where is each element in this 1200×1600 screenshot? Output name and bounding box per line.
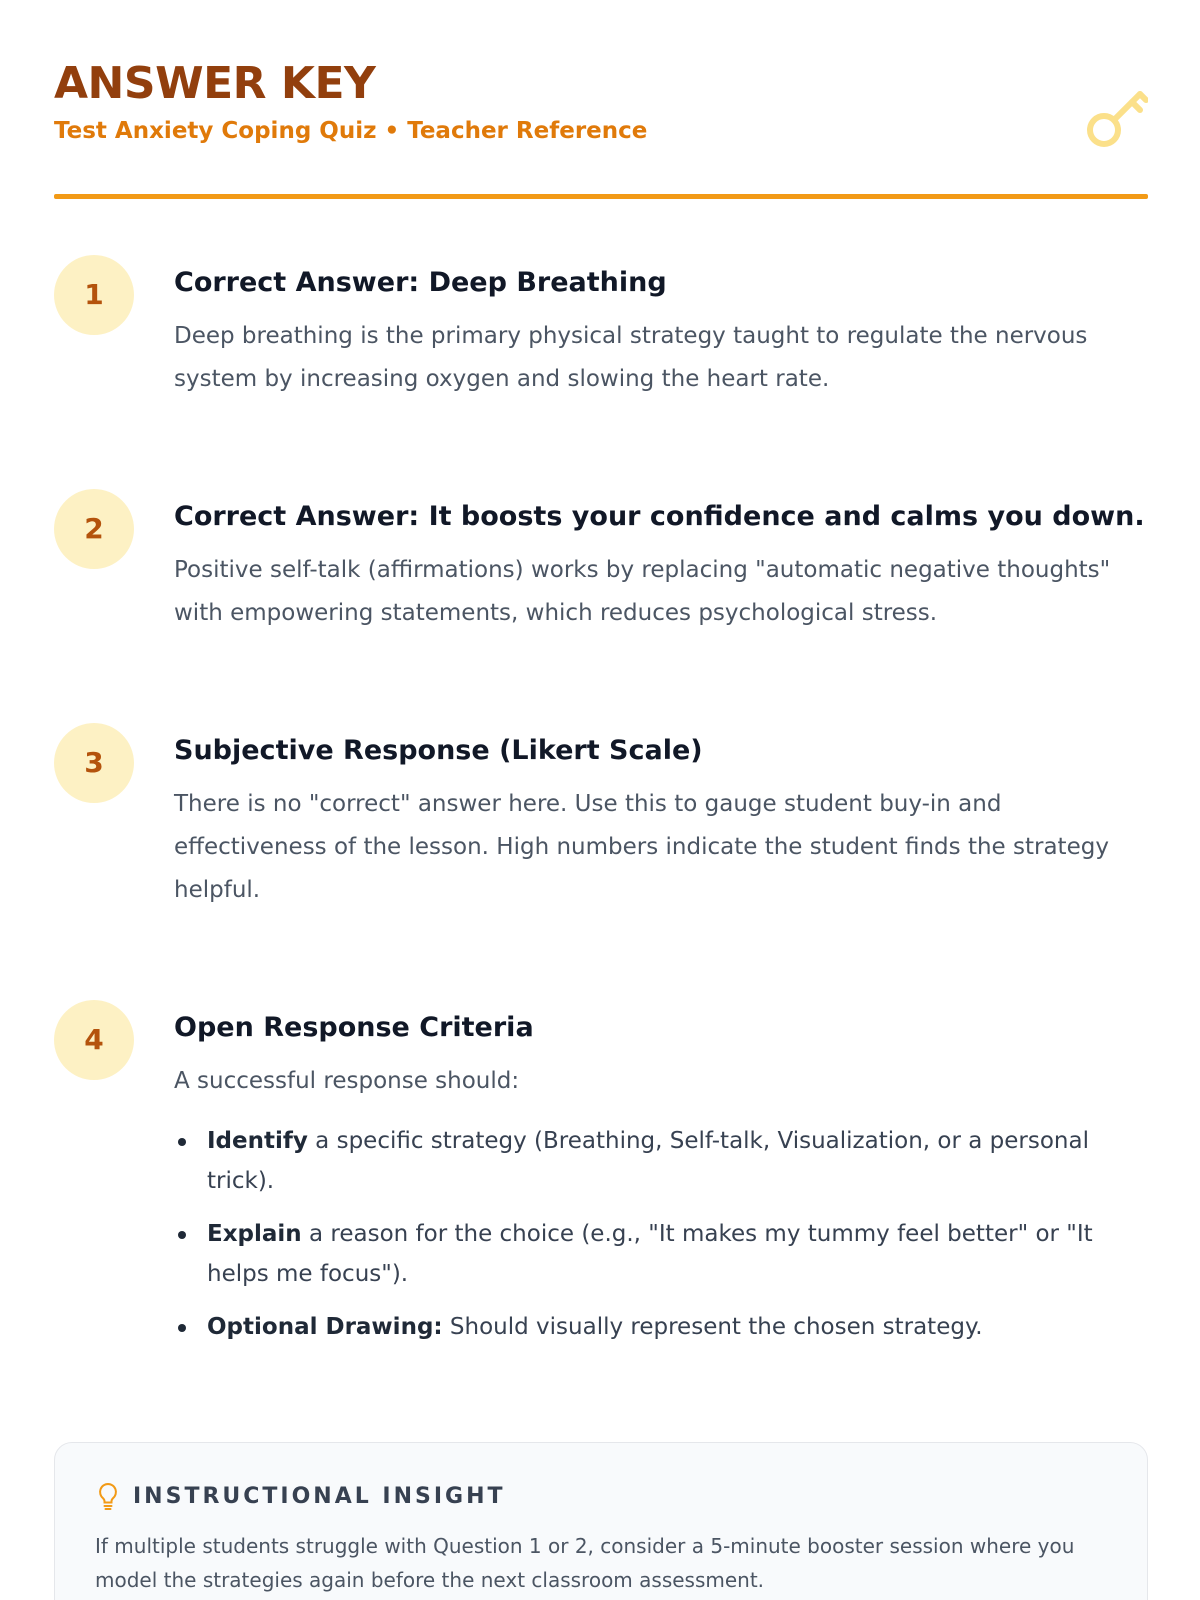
- list-item: [174, 1121, 1148, 1201]
- criteria-list: [174, 1121, 1148, 1347]
- answer-content: [174, 489, 1148, 635]
- question-number-badge: 3: [54, 723, 134, 803]
- criteria-text: a specific strategy (Breathing, Self-talk, Visualization, or a personal trick).: [207, 1128, 1089, 1194]
- key-icon: [1084, 86, 1148, 150]
- answer-heading: Correct Answer: It boosts your confidence and calms you down.: [174, 501, 1145, 532]
- page-title: ANSWER KEY: [54, 58, 376, 109]
- criteria-keyword: Optional Drawing:: [207, 1314, 443, 1340]
- insight-header: [95, 1481, 506, 1511]
- list-item: [174, 1307, 1148, 1347]
- criteria-text: Should visually represent the chosen strategy.: [442, 1314, 983, 1340]
- answer-explanation: There is no "correct" answer here. Use this to gauge student buy-in and effectiveness of the lesson. High numbers indicate the student finds the strategy helpful.: [174, 791, 1109, 903]
- answer-heading: Subjective Response (Likert Scale): [174, 735, 703, 766]
- instructional-insight-box: [54, 1442, 1148, 1600]
- list-item: [174, 1214, 1148, 1294]
- answer-heading: Correct Answer: Deep Breathing: [174, 267, 667, 298]
- lightbulb-icon: [95, 1481, 121, 1511]
- criteria-text: a reason for the choice (e.g., "It makes my tummy feel better" or "It helps me focus").: [207, 1221, 1093, 1287]
- answer-content: [174, 1000, 1148, 1360]
- question-number-badge: 2: [54, 489, 134, 569]
- criteria-keyword: Explain: [207, 1221, 302, 1247]
- header-divider: [54, 194, 1148, 199]
- insight-text: If multiple students struggle with Question 1 or 2, consider a 5-minute booster session where you model the strategies again before the next classroom assessment.: [95, 1534, 1075, 1592]
- header: [54, 56, 1148, 206]
- question-number-badge: 1: [54, 255, 134, 335]
- answer-content: [174, 255, 1148, 401]
- answer-explanation: Positive self-talk (affirmations) works by replacing "automatic negative thoughts" with empowering statements, which reduces psychological stress.: [174, 557, 1111, 626]
- answer-explanation: A successful response should:: [174, 1068, 520, 1094]
- question-number-badge: 4: [54, 1000, 134, 1080]
- answer-content: [174, 723, 1148, 912]
- insight-label: INSTRUCTIONAL INSIGHT: [133, 1483, 506, 1509]
- answer-explanation: Deep breathing is the primary physical strategy taught to regulate the nervous system by increasing oxygen and slowing the heart rate.: [174, 323, 1088, 392]
- answer-heading: Open Response Criteria: [174, 1012, 534, 1043]
- criteria-keyword: Identify: [207, 1128, 308, 1154]
- page-subtitle: Test Anxiety Coping Quiz • Teacher Reference: [54, 118, 648, 144]
